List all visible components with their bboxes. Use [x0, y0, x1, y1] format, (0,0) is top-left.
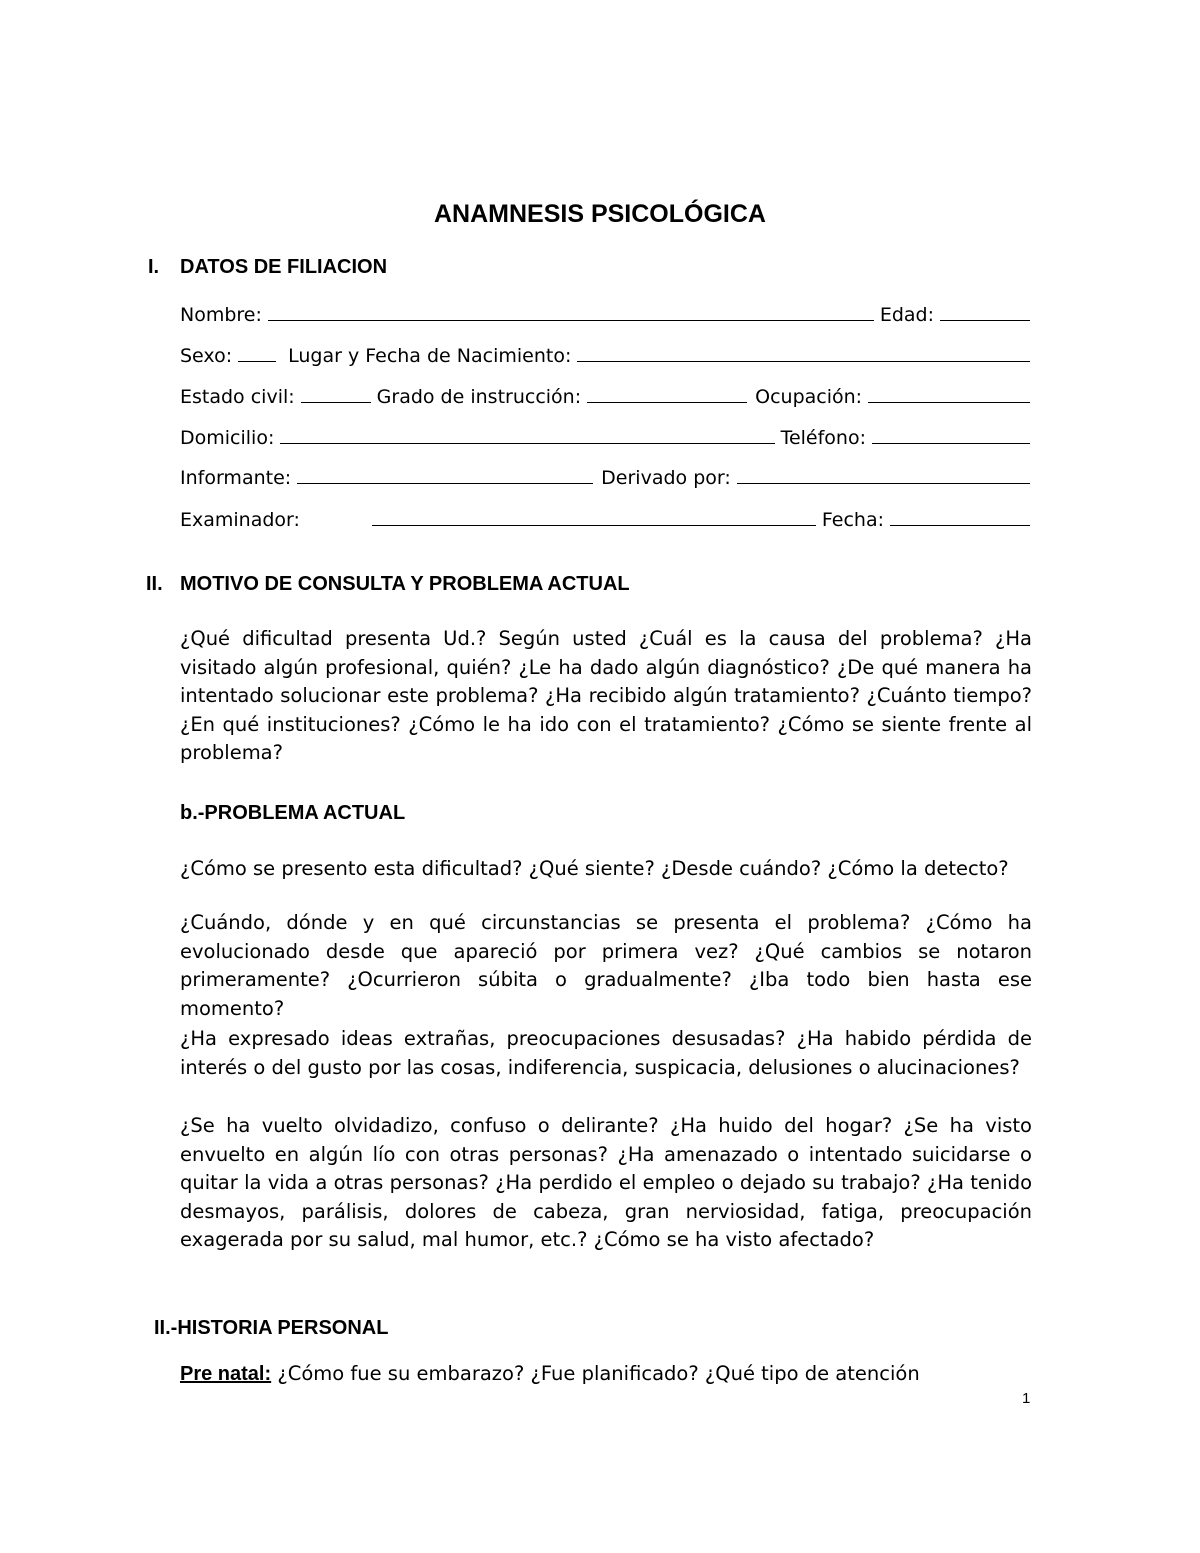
- label-edad: Edad:: [879, 304, 934, 326]
- field-ocupacion[interactable]: [868, 384, 1030, 403]
- row-estado-grado-ocupacion: [180, 382, 1030, 412]
- section-2-heading: [146, 571, 630, 597]
- label-domicilio: Domicilio:: [180, 427, 275, 449]
- section-3-heading: II.-HISTORIA PERSONAL: [154, 1317, 389, 1339]
- label-informante: Informante:: [180, 467, 292, 489]
- prenatal-label: Pre natal:: [180, 1363, 272, 1385]
- field-lugar-fecha-nacimiento[interactable]: [577, 343, 1030, 362]
- section-b-heading: b.-PROBLEMA ACTUAL: [180, 802, 406, 824]
- section-2-number: II.: [146, 573, 163, 595]
- page-number: 1: [1022, 1390, 1031, 1407]
- row-informante-derivado: [180, 463, 1030, 493]
- section-b-paragraph-3: ¿Ha expresado ideas extrañas, preocupaciones desusadas? ¿Ha habido pérdida de interés o del gusto por las cosas, indiferencia, suspicacia, delusiones o alucinaciones?: [180, 1027, 1032, 1079]
- section-1-heading: [148, 254, 387, 280]
- field-grado-instruccion[interactable]: [587, 384, 747, 403]
- label-derivado-por: Derivado por:: [601, 467, 731, 489]
- label-nombre: Nombre:: [180, 304, 262, 326]
- label-sexo: Sexo:: [180, 345, 233, 367]
- field-domicilio[interactable]: [280, 425, 774, 444]
- section-1-number: I.: [148, 256, 160, 278]
- field-informante[interactable]: [297, 465, 593, 484]
- field-edad[interactable]: [940, 302, 1030, 321]
- section-b-paragraph-1: ¿Cómo se presento esta dificultad? ¿Qué siente? ¿Desde cuándo? ¿Cómo la detecto?: [180, 857, 1009, 880]
- field-fecha[interactable]: [890, 507, 1030, 526]
- label-ocupacion: Ocupación:: [755, 386, 863, 408]
- field-sexo[interactable]: [238, 343, 276, 362]
- field-examinador[interactable]: [372, 507, 816, 526]
- label-examinador: Examinador:: [180, 509, 300, 531]
- label-lugar-fecha-nacimiento: Lugar y Fecha de Nacimiento:: [288, 345, 572, 367]
- label-grado-instruccion: Grado de instrucción:: [376, 386, 582, 408]
- field-estado-civil[interactable]: [301, 384, 371, 403]
- field-nombre[interactable]: [268, 302, 874, 321]
- section-2-title: MOTIVO DE CONSULTA Y PROBLEMA ACTUAL: [180, 573, 630, 595]
- document-title: ANAMNESIS PSICOLÓGICA: [434, 200, 766, 228]
- prenatal-paragraph: [180, 1360, 1032, 1389]
- row-nombre-edad: [180, 300, 1030, 330]
- field-telefono[interactable]: [872, 425, 1030, 444]
- section-b-paragraph-4: ¿Se ha vuelto olvidadizo, confuso o delirante? ¿Ha huido del hogar? ¿Se ha visto envuelto en algún lío con otras personas? ¿Ha amenazado o intentado suicidarse o quitar la vida a otras personas? ¿Ha perdido el empleo o dejado su trabajo? ¿Ha tenido desmayos, parálisis, dolores de cabeza, gran nerviosidad, fatiga, preocupación exagerada por su salud, mal humor, etc.? ¿Cómo se ha visto afectado?: [180, 1114, 1032, 1252]
- row-sexo-nacimiento: [180, 341, 1030, 371]
- field-derivado-por[interactable]: [737, 465, 1030, 484]
- label-telefono: Teléfono:: [780, 427, 866, 449]
- section-b-paragraph-2: ¿Cuándo, dónde y en qué circunstancias se presenta el problema? ¿Cómo ha evolucionado desde que apareció por primera vez? ¿Qué cambios se notaron primeramente? ¿Ocurrieron súbita o gradualmente? ¿Iba todo bien hasta ese momento?: [180, 911, 1032, 1020]
- prenatal-text: ¿Cómo fue su embarazo? ¿Fue planificado? ¿Qué tipo de atención: [271, 1362, 920, 1385]
- label-fecha: Fecha:: [821, 509, 884, 531]
- section-2-paragraph: ¿Qué dificultad presenta Ud.? Según usted ¿Cuál es la causa del problema? ¿Ha visitado algún profesional, quién? ¿Le ha dado algún diagnóstico? ¿De qué manera ha intentado solucionar este problema? ¿Ha recibido algún tratamiento? ¿Cuánto tiempo? ¿En qué instituciones? ¿Cómo le ha ido con el tratamiento? ¿Cómo se siente frente al problema?: [180, 627, 1032, 765]
- label-estado-civil: Estado civil:: [180, 386, 295, 408]
- row-domicilio-telefono: [180, 423, 1030, 453]
- section-1-title: DATOS DE FILIACION: [180, 256, 388, 278]
- row-examinador-fecha: [180, 505, 1030, 535]
